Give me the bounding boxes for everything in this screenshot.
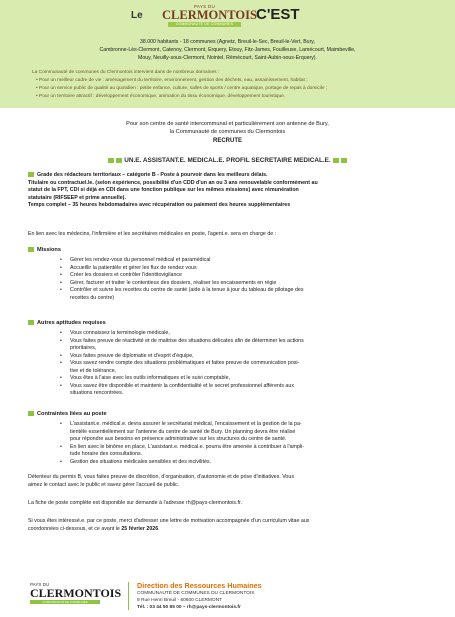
recrute-heading: RECRUTE [212, 138, 242, 144]
conditions-block [28, 172, 428, 210]
list-item: • Créer les dossiers et contrôler l'identitovigilance [70, 272, 435, 280]
header-population: 38.000 habitants - 18 communes (Agnetz, Breuil-le-Sec, Breuil-le-Vert, Bury, [140, 39, 315, 45]
condition-status-3: statutaire (RIFSEEP et prime annuelle). [28, 194, 126, 201]
list-item: • Vous savez être disponible et maintenir la confidentialité et le secret professionnel afférents aux [70, 383, 435, 391]
closing-fiche: La fiche de poste complète est disponible sur demande à l'adresse rh@pays-clermontois.fr. [28, 500, 242, 506]
condition-hours: Temps complet – 35 heures hebdomadaires avec récupération ou paiement des heures supplémentaires [28, 202, 291, 209]
list-item: • En lien avec le binôme en place, L'assistant.e. médical.e. pourra être amenée à contribuer à l'ampli- [70, 444, 435, 452]
header-domain-territoire: • Pour un territoire attractif : développement économique, animation du tissu économique, développement touristique. [36, 94, 286, 99]
aptitudes-heading: Autres aptitudes requises [28, 320, 106, 326]
lien-text: En lien avec les médecins, l'infirmière et les secrétaires médicales en poste, l'agent.e. sera en charge de : [28, 231, 277, 237]
logo-pays-text: PAYS DU [193, 4, 216, 9]
header-cest: C'EST [256, 6, 300, 23]
green-square-icon [28, 247, 34, 252]
green-square-icon [333, 158, 339, 163]
list-item: • Contrôler et suivre les recettes du centre de santé (aide à la tenue à jour du tableau de pilotage des [70, 287, 435, 295]
deadline-date: 25 février 2026 [121, 525, 159, 532]
list-item: • Vous savez rendre compte des situations problématiques et faites preuve de communication posi- [70, 360, 435, 368]
list-item: • Vous connaissez la terminologie médicale, [70, 330, 435, 338]
footer-address: 9 Rue Henri Breuil - 60600 CLERMONT [137, 598, 223, 603]
clermontois-logo [162, 4, 257, 34]
footer-organisation: COMMUNAUTÉ DE COMMUNES DU CLERMONTOIS [137, 591, 255, 596]
aptitudes-list [70, 330, 435, 398]
list-item: • Vous faites preuve de réactivité et de maitrise des situations délicates afin de déterminer les actions [70, 338, 435, 346]
missions-list [70, 257, 435, 302]
list-item-continued: tientèle essentiellement sur l'antenne du centre de santé de Bury. Un planning devra être réalisé [70, 428, 296, 435]
list-item: • Vous êtes à l'aise avec les outils informatiques et le suivi comptable, [70, 375, 435, 383]
logo-bar-text: COMMUNAUTÉ DE COMMUNES [168, 22, 241, 27]
condition-grade: Grade des rédacteurs territoriaux – catégorie B - Poste à pourvoir dans les meilleurs délais. [37, 172, 268, 178]
green-square-icon [28, 172, 34, 177]
footer-direction: Direction des Ressources Humaines [137, 581, 262, 590]
condition-status-2: statut de la FPT, CDI si déjà en CDI dans une fonction publique sur les mêmes missions) avec rémunération [28, 187, 299, 194]
header-domain-cadre: • Pour un meilleur cadre de vie : aménagement du territoire, environnement, gestion des déchets, eau, assainissement, habitat ; [36, 78, 308, 83]
green-square-icon [28, 411, 34, 416]
header-domains-intro: La Communauté de communes du Clermontois intervient dans de nombreux domaines : [32, 70, 220, 75]
intro-line-2: la Communauté de communes du Clermontois [169, 129, 286, 135]
list-item-continued: pour répondre aux besoins en présence administrative sur les structures du centre de santé. [70, 436, 287, 442]
list-item-continued: prioritaires, [70, 345, 97, 351]
list-item: • Gérer les rendez-vous du personnel médical et paramédical [70, 257, 435, 265]
job-title-text: UN.E. ASSISTANT.E. MEDICAL.E. PROFIL SECRETAIRE MEDICAL.E. [124, 157, 331, 164]
list-item: • Gérer, facturer et traiter le contentieux des dossiers, réaliser les encaissements en régie [70, 280, 435, 288]
green-square-icon [108, 158, 114, 163]
footer-divider [128, 582, 129, 610]
closing-apply: Si vous êtes intéressé.e. par ce poste, merci d'adresser une lettre de motivation accompagnée d'un curriculum vitae aux coordonnées ci-dessous, et ce avant le 25 février 2026. [28, 518, 310, 532]
job-title [0, 157, 455, 164]
list-item-continued: tive et de tolérance, [70, 367, 117, 374]
condition-status-1: Titulaire ou contractuel.le. (selon expérience, possibilité d'un CDD d'un an ou 3 ans renouvelable conformément au [28, 179, 318, 186]
missions-heading: Missions [28, 247, 61, 253]
header-communes-1: Cambronne-Lès-Clermont, Catenoy, Clermont, Erquery, Etouy, Fitz-James, Fouilleuse, Lamécourt, Maimbeville, [99, 47, 356, 53]
header-le: Le [131, 10, 143, 21]
logo-name-text: CLERMONTOIS [162, 8, 257, 22]
green-square-icon [341, 158, 347, 163]
intro-line-1: Pour son centre de santé intercommunal et particulièrement son antenne de Bury, [126, 121, 329, 127]
footer-contact: Tél. : 03 44 50 85 00 – rh@pays-clermontois.fr [137, 605, 241, 610]
list-item: • Gestion des situations médicales sensibles et des incivilités. [70, 459, 435, 467]
list-item: • Vous faites preuve de diplomatie et d'esprit d'équipe, [70, 353, 435, 361]
header-domain-service: • Pour un service public de qualité au quotidien : petite enfance, culture, salles de sports / centre aquatique, portage de repas à domicile ; [36, 86, 328, 91]
header-communes-2: Mouy, Neuilly-sous-Clermont, Nointel, Rémécourt, Saint-Aubin-sous-Erquery). [138, 55, 317, 61]
green-square-icon [28, 320, 34, 325]
list-item: • Accueillir la patientèle et gérer les flux de rendez vous [70, 265, 435, 273]
closing-profile: Détenteur du permis B, vous faites preuve de discrétion, d'organisation, d'autonomie et de prise d'initiatives. Vous aimez le contact avec le public et savez gérer l'accueil de public. [28, 474, 294, 488]
footer-logo: PAYS DU CLERMONTOIS COMMUNAUTÉ DE COMMUNES [30, 582, 122, 604]
list-item-continued: situations rencontrées. [70, 390, 124, 396]
contraintes-list [70, 421, 435, 466]
list-item: • L'assistant.e. médical.e. devra assurer le secrétariat médical, l'encaissement et la gestion de la pa- [70, 421, 435, 429]
list-item-continued: recettes du centre) [70, 294, 115, 301]
contraintes-heading: Contraintes liées au poste [28, 411, 107, 417]
green-square-icon [116, 158, 122, 163]
list-item-continued: tude horaire des consultations. [70, 451, 143, 457]
